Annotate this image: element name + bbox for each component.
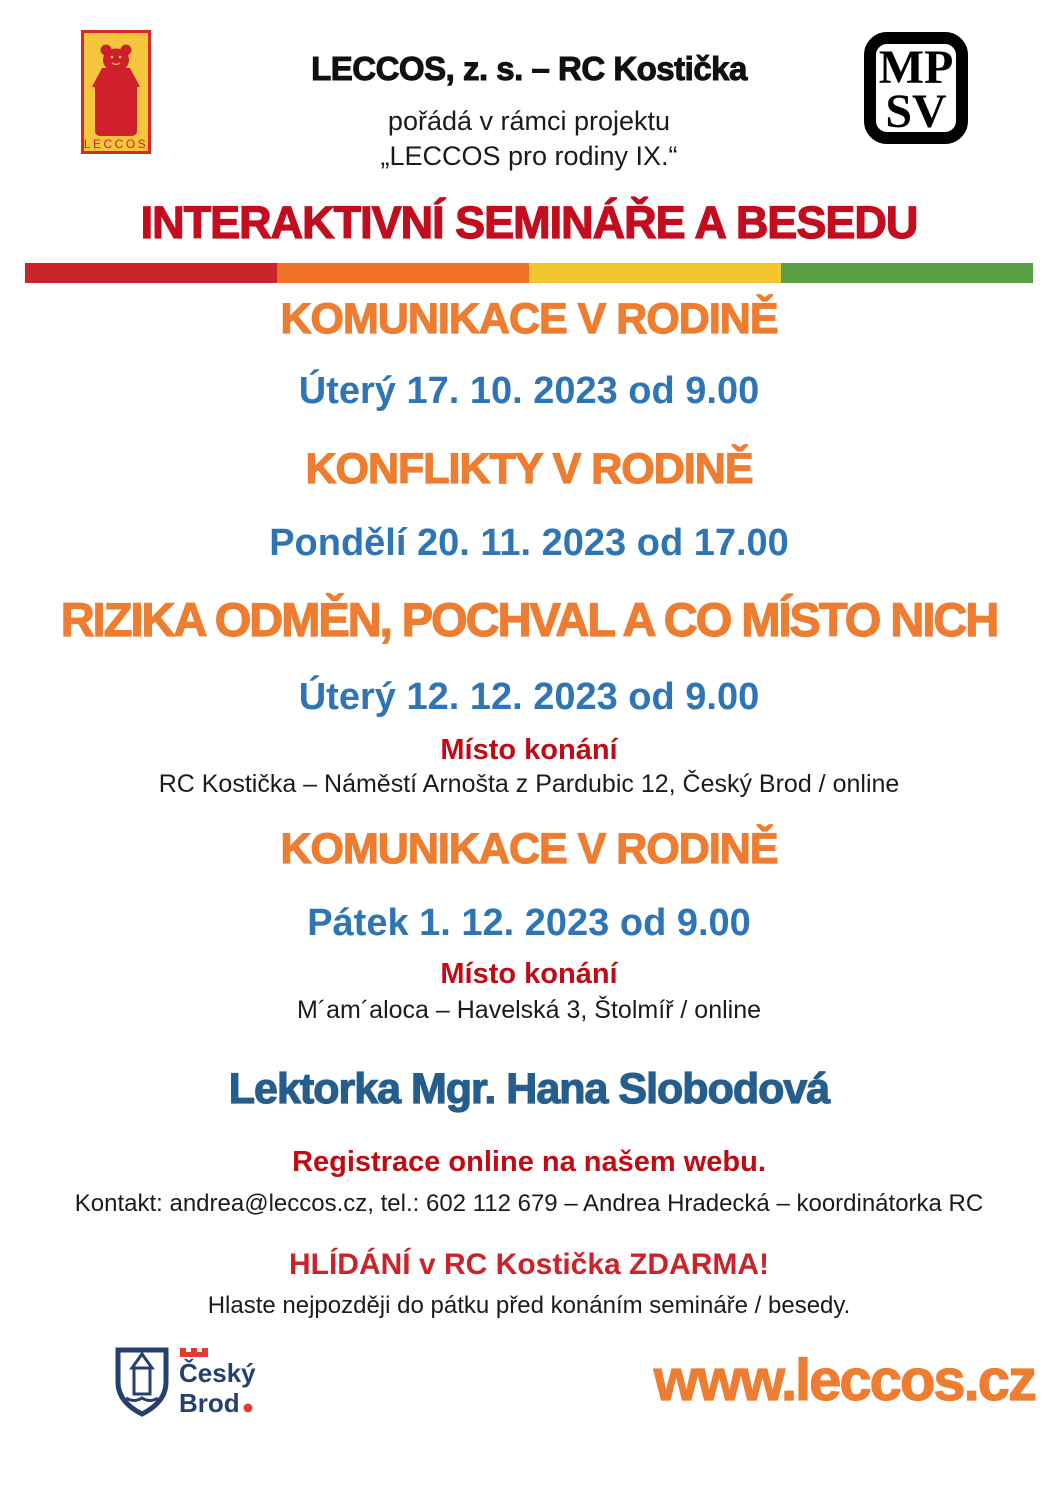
project-subtitle-line1: pořádá v rámci projektu	[387, 106, 671, 136]
cesky-brod-icon	[110, 1340, 270, 1425]
event-4-venue-label: Místo konání	[440, 958, 618, 990]
event-3-venue-label: Místo konání	[440, 734, 618, 766]
divider-segment-yellow	[529, 263, 781, 283]
lecturer-line: Lektorka Mgr. Hana Slobodová	[228, 1065, 830, 1113]
event-3-venue: RC Kostička – Náměstí Arnošta z Pardubic 12, Český Brod / online	[158, 770, 900, 798]
divider-segment-red	[25, 263, 277, 283]
registration-line: Registrace online na našem webu.	[292, 1146, 766, 1178]
color-divider-bar	[25, 263, 1033, 283]
divider-segment-orange	[277, 263, 529, 283]
childcare-note: Hlaste nejpozději do pátku před konáním semináře / besedy.	[207, 1292, 851, 1319]
svg-text:MP: MP	[878, 41, 954, 94]
svg-text:Brod: Brod	[179, 1388, 240, 1418]
website-url: www.leccos.cz	[653, 1348, 1035, 1413]
event-1-title: KOMUNIKACE V RODINĚ	[280, 295, 778, 343]
event-4-title: KOMUNIKACE V RODINĚ	[280, 825, 778, 873]
divider-segment-green	[781, 263, 1033, 283]
project-subtitle-line2: „LECCOS pro rodiny IX.“	[380, 141, 678, 171]
event-2-datetime: Pondělí 20. 11. 2023 od 17.00	[269, 522, 789, 564]
svg-text:Český: Český	[179, 1358, 256, 1388]
cesky-brod-logo	[110, 1340, 270, 1430]
event-3-title: RIZIKA ODMĚN, POCHVAL A CO MÍSTO NICH	[60, 593, 998, 646]
event-2-title: KONFLIKTY V RODINĚ	[305, 445, 753, 493]
main-heading: INTERAKTIVNÍ SEMINÁŘE A BESEDU	[140, 197, 918, 248]
event-1-datetime: Úterý 17. 10. 2023 od 9.00	[298, 370, 760, 412]
childcare-heading: HLÍDÁNÍ v RC Kostička ZDARMA!	[288, 1248, 770, 1281]
event-4-datetime: Pátek 1. 12. 2023 od 9.00	[307, 902, 751, 944]
svg-text:SV: SV	[885, 85, 947, 138]
org-title: LECCOS, z. s. – RC Kostička	[311, 50, 747, 87]
event-4-venue: M´am´aloca – Havelská 3, Štolmíř / online	[296, 996, 762, 1024]
contact-line: Kontakt: andrea@leccos.cz, tel.: 602 112 679 – Andrea Hradecká – koordinátorka RC	[74, 1190, 984, 1217]
svg-text:LECCOS: LECCOS	[83, 137, 149, 151]
event-3-datetime: Úterý 12. 12. 2023 od 9.00	[298, 676, 760, 718]
